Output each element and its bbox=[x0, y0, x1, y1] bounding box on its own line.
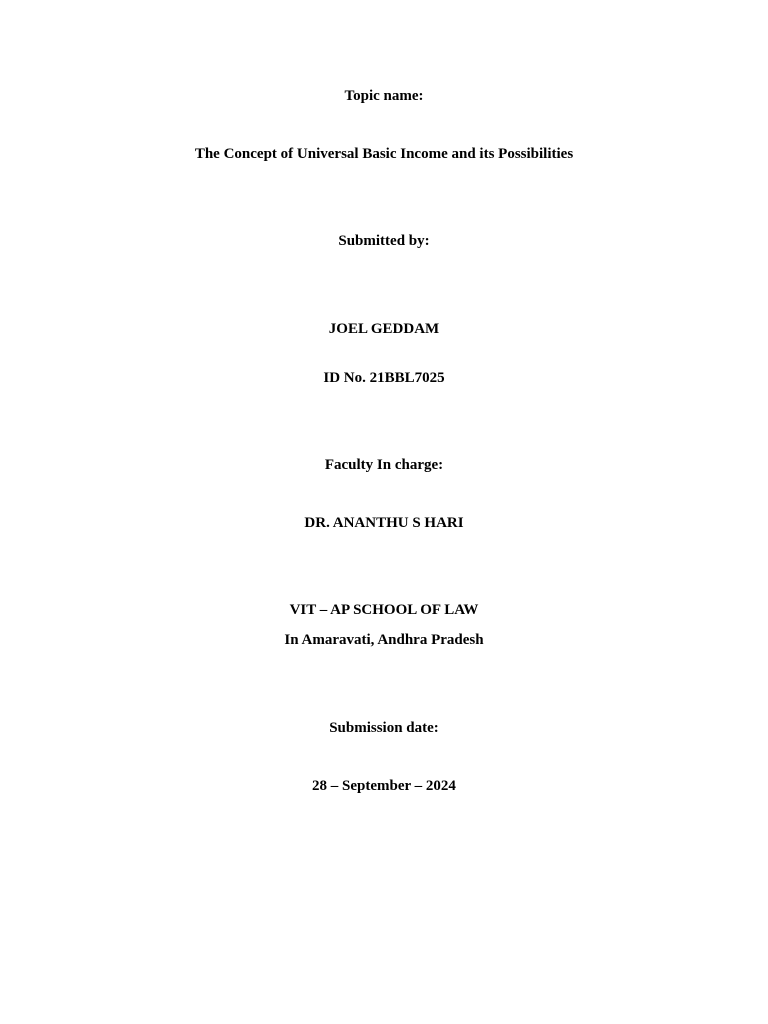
topic-title: The Concept of Universal Basic Income and its Possibilities bbox=[194, 146, 574, 162]
topic-label: Topic name: bbox=[344, 88, 424, 104]
submission-date: 28 – September – 2024 bbox=[312, 778, 456, 794]
faculty-label: Faculty In charge: bbox=[324, 457, 444, 473]
faculty-name: DR. ANANTHU S HARI bbox=[304, 515, 464, 531]
submitted-by-label: Submitted by: bbox=[338, 233, 430, 249]
school-location: In Amaravati, Andhra Pradesh bbox=[284, 632, 484, 648]
school-name: VIT – AP SCHOOL OF LAW bbox=[289, 602, 479, 618]
student-id: ID No. 21BBL7025 bbox=[323, 370, 445, 386]
submission-date-label: Submission date: bbox=[329, 720, 439, 736]
student-name: JOEL GEDDAM bbox=[328, 321, 440, 337]
